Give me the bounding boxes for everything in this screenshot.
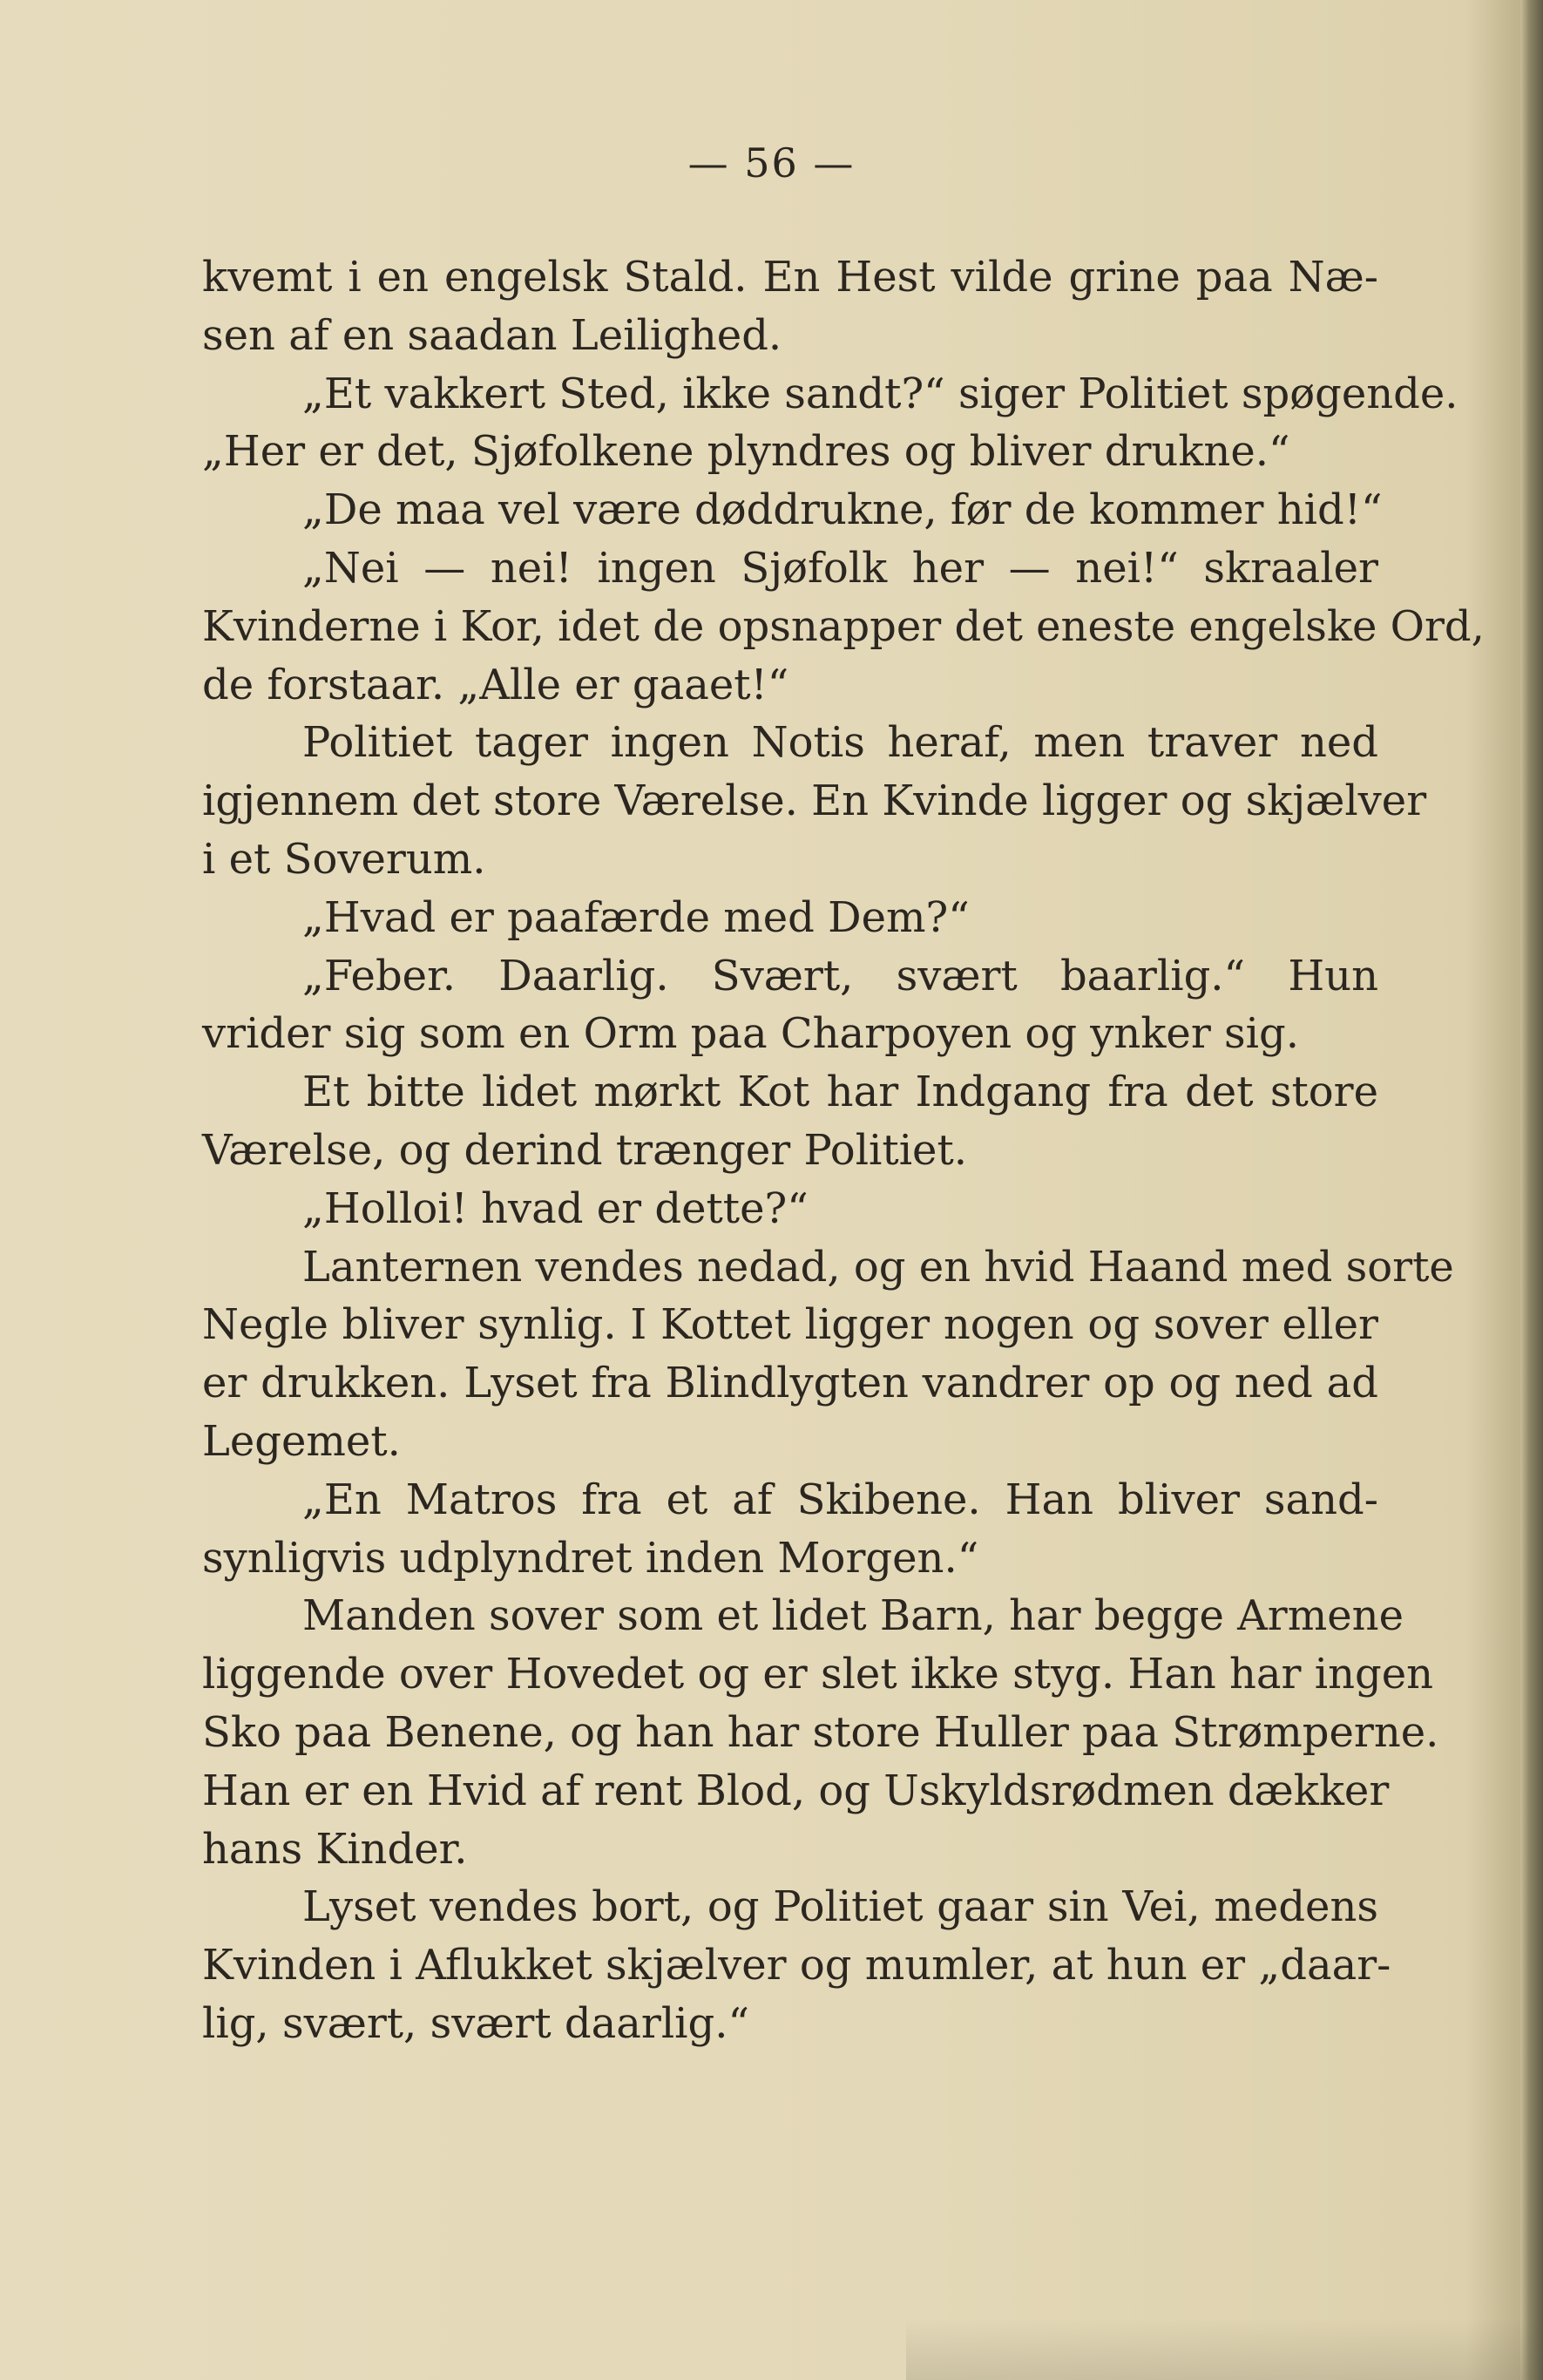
text-line: Værelse, og derind trænger Politiet. — [202, 1125, 967, 1175]
text-line: liggende over Hovedet og er slet ikke styg. Han har ingen — [202, 1650, 1434, 1699]
text-line: igjennem det store Værelse. En Kvinde ligger og skjælver — [202, 776, 1427, 826]
text-line: „Feber. Daarlig. Svært, svært baarlig.“ Hun — [302, 951, 1378, 1000]
text-line: Lyset vendes bort, og Politiet gaar sin Vei, medens — [302, 1882, 1378, 1932]
text-line: Politiet tager ingen Notis heraf, men traver ned — [302, 718, 1378, 768]
text-line: de forstaar. „Alle er gaaet!“ — [202, 660, 789, 709]
text-line: kvemt i en engelsk Stald. En Hest vilde grine paa Næ- — [202, 253, 1378, 302]
text-line: Negle bliver synlig. I Kottet ligger nogen og sover eller — [202, 1300, 1378, 1350]
text-line: „Holloi! hvad er dette?“ — [302, 1183, 809, 1233]
text-line: Et bitte lidet mørkt Kot har Indgang fra det store — [302, 1068, 1378, 1117]
text-line: Sko paa Benene, og han har store Huller paa Strømperne. — [202, 1707, 1439, 1757]
text-line: „Her er det, Sjøfolkene plyndres og bliver drukne.“ — [202, 427, 1290, 477]
text-line: Legemet. — [202, 1416, 401, 1466]
text-line: vrider sig som en Orm paa Charpoyen og ynker sig. — [202, 1009, 1299, 1059]
text-line: „De maa vel være døddrukne, før de kommer hid!“ — [302, 485, 1383, 535]
text-line: sen af en saadan Leilighed. — [202, 310, 782, 360]
page-number: — 56 — — [687, 139, 856, 186]
text-line: „Et vakkert Sted, ikke sandt?“ siger Politiet spøgende. — [302, 369, 1458, 418]
text-line: „Nei — nei! ingen Sjøfolk her — nei!“ skraaler — [302, 543, 1378, 593]
text-line: „En Matros fra et af Skibene. Han bliver sand- — [302, 1475, 1378, 1524]
text-line: er drukken. Lyset fra Blindlygten vandrer op og ned ad — [202, 1359, 1378, 1408]
text-line: lig, svært, svært daarlig.“ — [202, 1998, 750, 2048]
text-line: Kvinderne i Kor, idet de opsnapper det eneste engelske Ord, — [202, 601, 1485, 651]
text-line: hans Kinder. — [202, 1824, 468, 1874]
text-line: Manden sover som et lidet Barn, har begge Armene — [302, 1591, 1404, 1641]
text-line: Kvinden i Aflukket skjælver og mumler, at hun er „daar- — [202, 1941, 1391, 1990]
text-line: Lanternen vendes nedad, og en hvid Haand med sorte — [302, 1242, 1454, 1292]
text-line: i et Soverum. — [202, 834, 486, 884]
text-line: Han er en Hvid af rent Blod, og Uskyldsrødmen dækker — [202, 1766, 1390, 1815]
page-shadow — [906, 2319, 1543, 2380]
body-text — [202, 248, 1485, 2053]
text-line: synligvis udplyndret inden Morgen.“ — [202, 1533, 979, 1583]
page-edge — [1520, 0, 1543, 2380]
text-line: „Hvad er paafærde med Dem?“ — [302, 892, 970, 942]
